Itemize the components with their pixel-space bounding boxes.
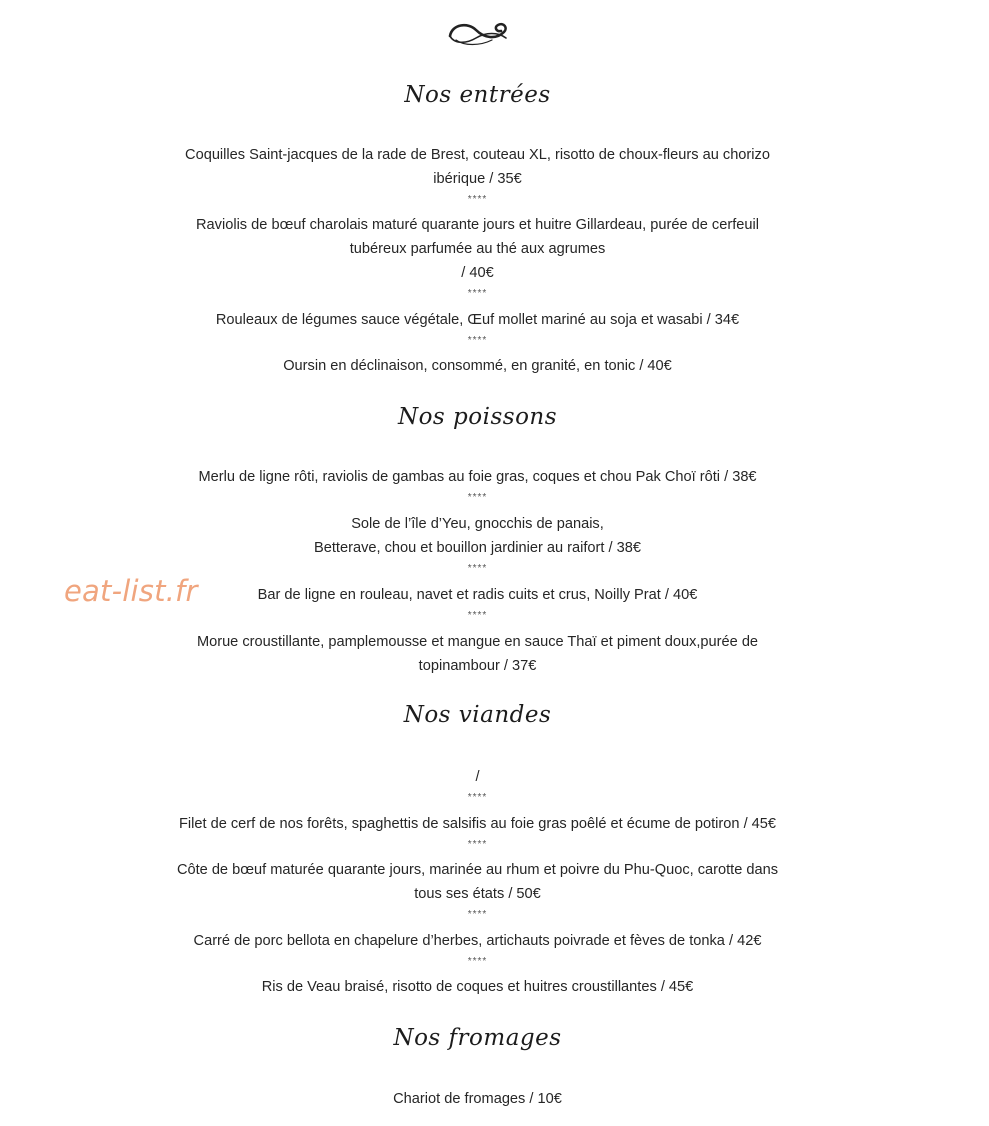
menu-line: Betterave, chou et bouillon jardinier au raifort / 38€ bbox=[314, 540, 641, 556]
swirl-ornament-icon bbox=[446, 18, 510, 48]
separator: **** bbox=[467, 956, 488, 967]
menu-line: Sole de l’île d’Yeu, gnocchis de panais, bbox=[351, 516, 604, 532]
menu-line: Côte de bœuf maturée quarante jours, marinée au rhum et poivre du Phu-Quoc, carotte dans bbox=[176, 862, 779, 878]
menu-line: ibérique / 35€ bbox=[433, 171, 522, 187]
menu-line: Coquilles Saint-jacques de la rade de Brest, couteau XL, risotto de choux-fleurs au chorizo bbox=[185, 147, 770, 163]
separator: **** bbox=[467, 563, 488, 574]
menu-line: Oursin en déclinaison, consommé, en granité, en tonic / 40€ bbox=[283, 358, 672, 374]
section-title-poissons: Nos poissons bbox=[397, 404, 558, 430]
menu-line: Morue croustillante, pamplemousse et mangue en sauce Thaï et piment doux,purée de bbox=[196, 634, 759, 650]
separator: **** bbox=[467, 194, 488, 205]
menu-line: Rouleaux de légumes sauce végétale, Œuf mollet mariné au soja et wasabi / 34€ bbox=[215, 312, 740, 328]
menu-line: tous ses états / 50€ bbox=[414, 886, 541, 902]
separator: **** bbox=[467, 909, 488, 920]
separator: **** bbox=[467, 839, 488, 850]
menu-line: Ris de Veau braisé, risotto de coques et huitres croustillantes / 45€ bbox=[261, 979, 694, 995]
section-title-entrees: Nos entrées bbox=[404, 82, 551, 108]
menu-line: topinambour / 37€ bbox=[418, 658, 537, 674]
separator: **** bbox=[467, 792, 488, 803]
menu-line: Filet de cerf de nos forêts, spaghettis de salsifis au foie gras poêlé et écume de potiron / 45€ bbox=[178, 816, 777, 832]
separator: **** bbox=[467, 335, 488, 346]
menu-line: tubéreux parfumée au thé aux agrumes bbox=[349, 241, 606, 257]
separator: **** bbox=[467, 610, 488, 621]
menu-line: / bbox=[475, 769, 480, 785]
menu-line: Chariot de fromages / 10€ bbox=[393, 1091, 562, 1107]
section-title-viandes: Nos viandes bbox=[403, 702, 552, 728]
section-title-fromages: Nos fromages bbox=[393, 1025, 562, 1051]
menu-line: Bar de ligne en rouleau, navet et radis cuits et crus, Noilly Prat / 40€ bbox=[257, 587, 698, 603]
menu-line: Merlu de ligne rôti, raviolis de gambas au foie gras, coques et chou Pak Choï rôti / 38€ bbox=[198, 469, 757, 485]
watermark: eat-list.fr bbox=[64, 574, 198, 608]
menu-line: Carré de porc bellota en chapelure d’herbes, artichauts poivrade et fèves de tonka / 42€ bbox=[193, 933, 762, 949]
menu-line: / 40€ bbox=[461, 265, 494, 281]
menu-line: Raviolis de bœuf charolais maturé quarante jours et huitre Gillardeau, purée de cerfeuil bbox=[196, 217, 759, 233]
separator: **** bbox=[467, 288, 488, 299]
separator: **** bbox=[467, 492, 488, 503]
